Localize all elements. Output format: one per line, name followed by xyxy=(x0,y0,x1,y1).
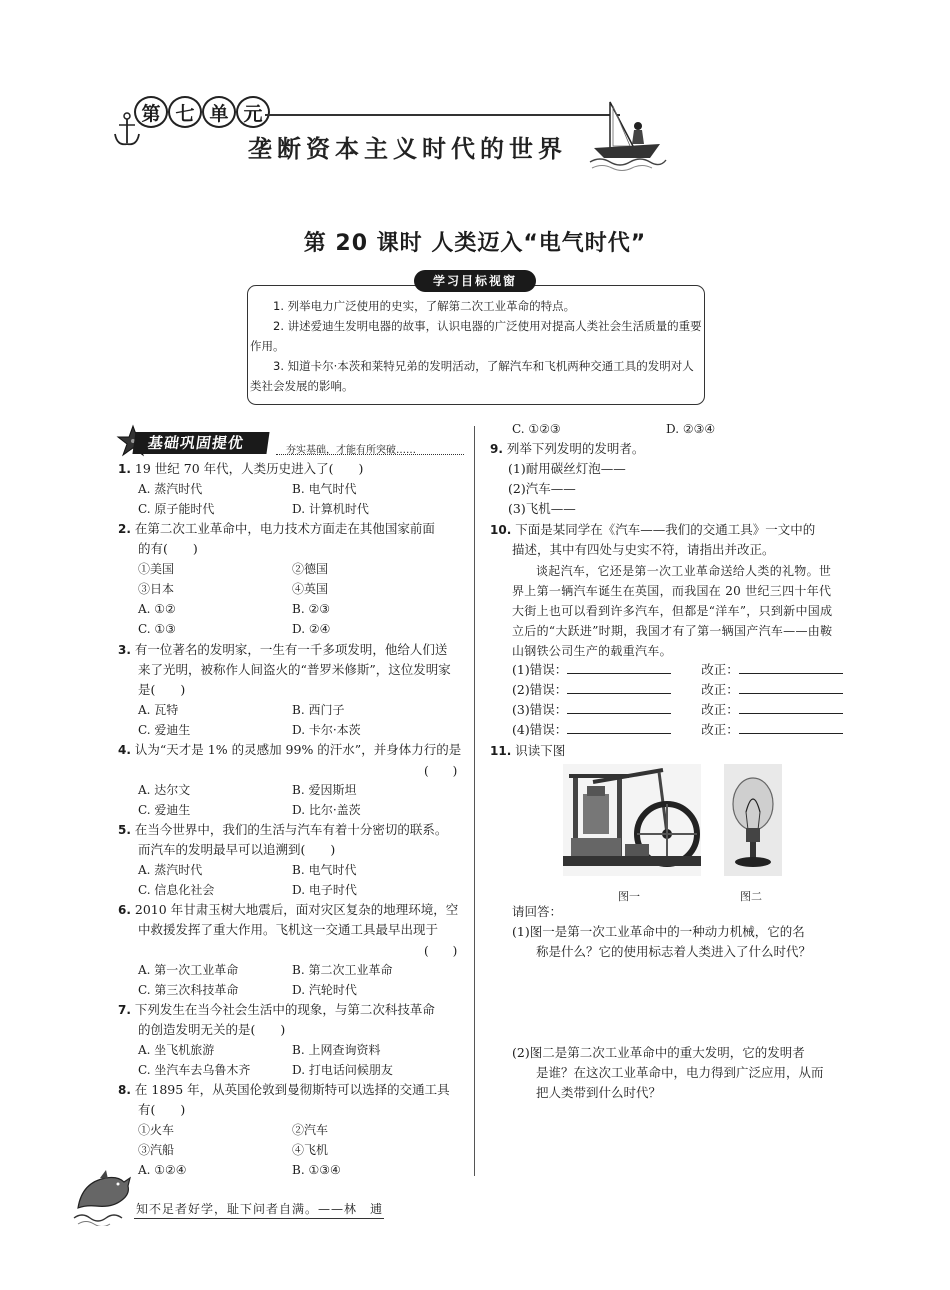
fix-blank[interactable] xyxy=(739,660,843,674)
question-number: 1. xyxy=(118,462,131,476)
sub-question-1-cont: 称是什么？它的使用标志着人类进入了什么时代？ xyxy=(536,944,812,959)
option-b[interactable]: B. 上网查询资料 xyxy=(292,1043,381,1057)
objective-item: 3. 知道卡尔·本茨和莱特兄弟的发明活动，了解汽车和飞机两种交通工具的发明对人类社会发展的影响。 xyxy=(250,359,694,393)
question-number: 2. xyxy=(118,522,131,536)
fix-blank[interactable] xyxy=(739,680,843,694)
option-b[interactable]: B. 电气时代 xyxy=(292,482,357,496)
option-a[interactable]: A. ①② xyxy=(138,602,176,616)
option-d[interactable]: D. 电子时代 xyxy=(292,883,357,897)
option-c[interactable]: C. 原子能时代 xyxy=(138,502,215,516)
question-stem: 在第二次工业革命中，电力技术方面走在其他国家前面 xyxy=(134,521,435,536)
error-blank[interactable] xyxy=(567,660,671,674)
choice-item: ②德国 xyxy=(292,562,329,576)
question-stem-cont: 中救援发挥了重大作用。飞机这一交通工具最早出现于 xyxy=(138,922,439,937)
error-label: (3)错误： xyxy=(512,702,568,717)
question-stem: 19 世纪 70 年代，人类历史进入了( ) xyxy=(134,461,364,476)
figure-1-caption: 图一 xyxy=(618,890,640,903)
objectives-tag: 学习目标视窗 xyxy=(414,270,536,292)
answer-bracket[interactable]: ( ) xyxy=(424,944,458,958)
question-stem-cont: 是( ) xyxy=(138,682,186,697)
passage-text: 谈起汽车，它还是第一次工业革命送给人类的礼物。世界上第一辆汽车诞生在英国，而我国在 20 世纪三四十年代大街上也可以看到许多汽车，但都是“洋车”，只到新中国成立后的“大跃进”时期，我国才有了第一辆国产汽车——由鞍山钢铁公司生产的载重汽车。 xyxy=(512,564,833,658)
fix-label: 改正： xyxy=(701,682,739,697)
option-b[interactable]: B. 西门子 xyxy=(292,703,345,717)
passage xyxy=(512,561,834,661)
question-stem: 在 1895 年，从英国伦敦到曼彻斯特可以选择的交通工具 xyxy=(134,1082,450,1097)
error-blank[interactable] xyxy=(567,700,671,714)
answer-bracket[interactable]: ( ) xyxy=(424,764,458,778)
question-stem-cont: 的有( ) xyxy=(138,541,198,556)
option-b[interactable]: B. ②③ xyxy=(292,602,330,616)
error-row xyxy=(512,660,843,680)
option-c[interactable]: C. 坐汽车去乌鲁木齐 xyxy=(138,1063,251,1077)
question-number: 8. xyxy=(118,1083,131,1097)
option-c[interactable]: C. ①②③ xyxy=(512,422,561,436)
objectives-text xyxy=(250,296,702,396)
section-underline xyxy=(276,454,464,455)
option-b[interactable]: B. 第二次工业革命 xyxy=(292,963,393,977)
option-d[interactable]: D. 卡尔·本茨 xyxy=(292,723,361,737)
dolphin-icon xyxy=(72,1170,134,1226)
objective-item: 2. 讲述爱迪生发明电器的故事，认识电器的广泛使用对提高人类社会生活质量的重要作用。 xyxy=(250,319,702,353)
footer-quote: 知不足者好学，耻下问者自满。——林 逋 xyxy=(136,1202,384,1216)
error-row xyxy=(512,680,843,700)
error-blank[interactable] xyxy=(567,720,671,734)
question-stem-cont: 来了光明，被称作人间盗火的“普罗米修斯”，这位发明家 xyxy=(138,662,451,677)
option-b[interactable]: B. 爱因斯坦 xyxy=(292,783,357,797)
option-b[interactable]: B. 电气时代 xyxy=(292,863,357,877)
question-stem-cont: 有( ) xyxy=(138,1102,186,1117)
sailboat-icon xyxy=(588,96,668,176)
unit-char-2: 七 xyxy=(168,96,202,128)
option-a[interactable]: A. 蒸汽时代 xyxy=(138,863,203,877)
question-number: 6. xyxy=(118,903,131,917)
fix-blank[interactable] xyxy=(739,720,843,734)
error-label: (1)错误： xyxy=(512,662,568,677)
fix-blank[interactable] xyxy=(739,700,843,714)
sub-question-1: (1)图一是第一次工业革命中的一种动力机械，它的名 xyxy=(512,924,805,939)
question-stem: 识读下图 xyxy=(515,743,566,758)
option-c[interactable]: C. 第三次科技革命 xyxy=(138,983,239,997)
section-banner: 基础巩固提优 xyxy=(132,432,269,454)
objective-item: 1. 列举电力广泛使用的史实，了解第二次工业革命的特点。 xyxy=(273,299,576,313)
question-number: 4. xyxy=(118,743,131,757)
choice-item: ④飞机 xyxy=(292,1143,329,1157)
sub-question-2-cont: 把人类带到什么时代？ xyxy=(536,1085,662,1100)
error-label: (4)错误： xyxy=(512,722,568,737)
unit-subtitle: 垄断资本主义时代的世界 xyxy=(248,135,567,163)
choice-item: ③汽船 xyxy=(138,1143,175,1157)
option-d[interactable]: D. 比尔·盖茨 xyxy=(292,803,361,817)
option-a[interactable]: A. 瓦特 xyxy=(138,703,179,717)
question-number: 10. xyxy=(490,523,512,537)
option-a[interactable]: A. 蒸汽时代 xyxy=(138,482,203,496)
question-ask: 请回答： xyxy=(512,904,563,919)
question-number: 3. xyxy=(118,643,131,657)
error-row xyxy=(512,700,843,720)
fill-line[interactable]: (3)飞机—— xyxy=(508,501,576,516)
choice-item: ①火车 xyxy=(138,1123,175,1137)
question-stem: 下列发生在当今社会生活中的现象，与第二次科技革命 xyxy=(134,1002,435,1017)
error-label: (2)错误： xyxy=(512,682,568,697)
option-d[interactable]: D. ②④ xyxy=(292,622,331,636)
choice-item: ③日本 xyxy=(138,582,175,596)
header-divider xyxy=(265,114,620,116)
column-divider xyxy=(474,426,475,1176)
fix-label: 改正： xyxy=(701,722,739,737)
question-number: 9. xyxy=(490,442,503,456)
option-a[interactable]: A. 第一次工业革命 xyxy=(138,963,239,977)
question-stem: 认为“天才是 1% 的灵感加 99% 的汗水”，并身体力行的是 xyxy=(134,742,462,757)
unit-char-1: 第 xyxy=(134,96,168,128)
lesson-title: 第 20 课时 人类迈入“电气时代” xyxy=(303,231,647,256)
question-stem: 列举下列发明的发明者。 xyxy=(506,441,645,456)
footer-divider xyxy=(134,1218,384,1219)
option-c[interactable]: C. 爱迪生 xyxy=(138,803,191,817)
unit-char-4: 元 xyxy=(236,96,270,128)
unit-char-3: 单 xyxy=(202,96,236,128)
question-number: 7. xyxy=(118,1003,131,1017)
steam-engine-image xyxy=(563,764,701,876)
option-d[interactable]: D. 计算机时代 xyxy=(292,502,369,516)
section-subtitle: 夯实基础，才能有所突破…… xyxy=(286,445,416,456)
question-stem: 在当今世界中，我们的生活与汽车有着十分密切的联系。 xyxy=(134,822,448,837)
question-stem: 下面是某同学在《汽车——我们的交通工具》一文中的 xyxy=(515,522,816,537)
error-row xyxy=(512,720,843,740)
question-number: 5. xyxy=(118,823,131,837)
question-number: 11. xyxy=(490,744,512,758)
figure-2-caption: 图二 xyxy=(740,890,762,903)
option-d[interactable]: D. 打电话问候朋友 xyxy=(292,1063,393,1077)
light-bulb-image xyxy=(724,764,782,876)
option-d[interactable]: D. 汽轮时代 xyxy=(292,983,357,997)
choice-item: ④英国 xyxy=(292,582,329,596)
question-stem-cont: 的创造发明无关的是( ) xyxy=(138,1022,286,1037)
option-a[interactable]: A. 达尔文 xyxy=(138,783,191,797)
option-a[interactable]: A. ①②④ xyxy=(138,1163,187,1177)
fix-label: 改正： xyxy=(701,702,739,717)
option-c[interactable]: C. 信息化社会 xyxy=(138,883,215,897)
fill-line[interactable]: (2)汽车—— xyxy=(508,481,576,496)
fill-line[interactable]: (1)耐用碳丝灯泡—— xyxy=(508,461,626,476)
choice-item: ①美国 xyxy=(138,562,175,576)
question-stem-cont: 描述，其中有四处与史实不符，请指出并改正。 xyxy=(512,542,775,557)
question-stem-cont: 而汽车的发明最早可以追溯到( ) xyxy=(138,842,336,857)
option-b[interactable]: B. ①③④ xyxy=(292,1163,341,1177)
choice-item: ②汽车 xyxy=(292,1123,329,1137)
fix-label: 改正： xyxy=(701,662,739,677)
error-blank[interactable] xyxy=(567,680,671,694)
option-c[interactable]: C. 爱迪生 xyxy=(138,723,191,737)
question-stem: 2010 年甘肃玉树大地震后，面对灾区复杂的地理环境，空 xyxy=(134,902,459,917)
question-stem: 有一位著名的发明家，一生有一千多项发明，他给人们送 xyxy=(134,642,448,657)
option-a[interactable]: A. 坐飞机旅游 xyxy=(138,1043,215,1057)
option-c[interactable]: C. ①③ xyxy=(138,622,176,636)
sub-question-2: (2)图二是第二次工业革命中的重大发明，它的发明者 xyxy=(512,1045,805,1060)
option-d[interactable]: D. ②③④ xyxy=(666,422,716,436)
sub-question-2-cont: 是谁？在这次工业革命中，电力得到广泛应用，从而 xyxy=(536,1065,824,1080)
